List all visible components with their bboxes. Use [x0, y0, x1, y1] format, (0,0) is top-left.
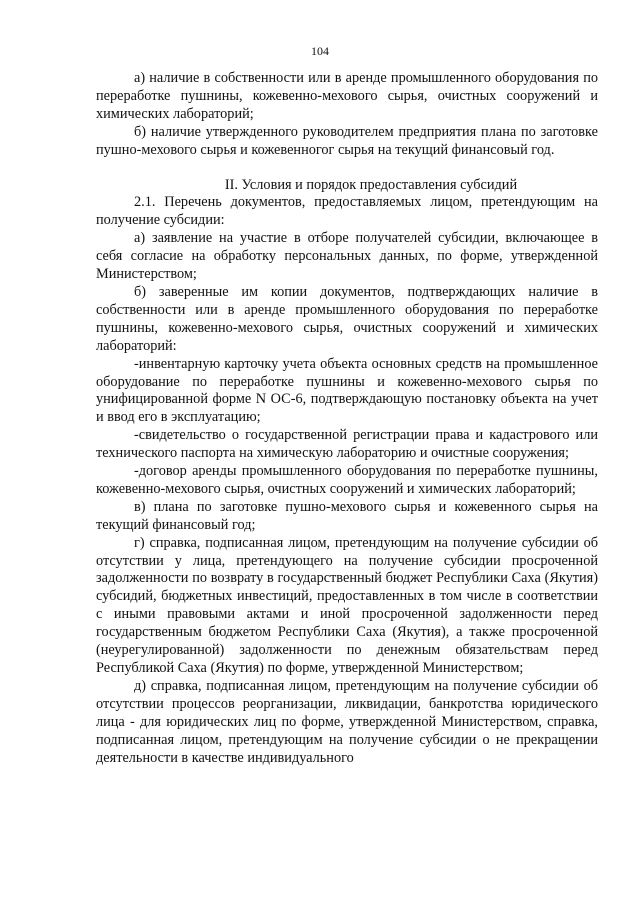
- section-heading: II. Условия и порядок предоставления субсидий: [224, 176, 518, 193]
- paragraph-lease-agreement: -договор аренды промышленного оборудования по переработке пушнины, кожевенно-мехового сырья, очистных сооружений и химических лабораторий;: [96, 463, 598, 497]
- paragraph-item-d-reorganization-certificate: д) справка, подписанная лицом, претендующим на получение субсидии об отсутствии процессов реорганизации, ликвидации, банкротства юридического лица - для юридических лиц по форме, утвержденной Министерством, справка, подписанная лицом, претендующим на получение субсидии о не прекращении деятельности в качестве индивидуального: [96, 677, 598, 766]
- paragraph-inventory-card: -инвентарную карточку учета объекта основных средств на промышленное оборудование по переработке пушнины и кожевенно-мехового сырья по унифицированной форме N ОС-6, подтверждающую постановку объекта на учет и ввод его в эксплуатацию;: [96, 355, 598, 426]
- paragraph-2-1-document-list: 2.1. Перечень документов, предоставляемых лицом, претендующим на получение субсидии:: [96, 194, 598, 229]
- paragraph-registration-certificate: -свидетельство о государственной регистрации права и кадастрового или технического паспорта на химическую лабораторию и очистные сооружения;: [96, 427, 598, 462]
- paragraph-item-b-plan: б) наличие утвержденного руководителем предприятия плана по заготовке пушно-мехового сырья и кожевенногог сырья на текущий финансовый год.: [96, 123, 598, 158]
- paragraph-item-v-plan: в) плана по заготовке пушно-мехового сырья и кожевенного сырья на текущий финансовый год;: [96, 498, 598, 533]
- paragraph-item-g-debt-certificate: г) справка, подписанная лицом, претендующим на получение субсидии об отсутствии у лица, претендующего на получение субсидии просроченной задолженности по возврату в государственный бюджет Республики Саха (Якутия) субсидий, бюджетных инвестиций, предоставленных в том числе в соответствии с иными правовыми актами и иной просроченной задолженности перед государственным бюджетом Республики Саха (Якутия), а также просроченной (неурегулированной) задолженности по денежным обязательствам перед Республикой Саха (Якутия) по форме, утвержденной Министерством;: [96, 534, 598, 676]
- paragraph-item-a-application: а) заявление на участие в отборе получателей субсидии, включающее в себя согласие на обработку персональных данных, по форме, утвержденной Министерством;: [96, 230, 598, 283]
- document-body: [96, 70, 598, 767]
- paragraph-item-a-equipment: а) наличие в собственности или в аренде промышленного оборудования по переработке пушнины, кожевенно-мехового сырья, очистных сооружений и химических лабораторий;: [96, 70, 598, 122]
- paragraph-item-b-copies: б) заверенные им копии документов, подтверждающих наличие в собственности или в аренде промышленного оборудования по переработке пушнины, кожевенно-мехового сырья, очистных сооружений и химических лабораторий:: [96, 283, 598, 354]
- page-number: 104: [311, 44, 329, 58]
